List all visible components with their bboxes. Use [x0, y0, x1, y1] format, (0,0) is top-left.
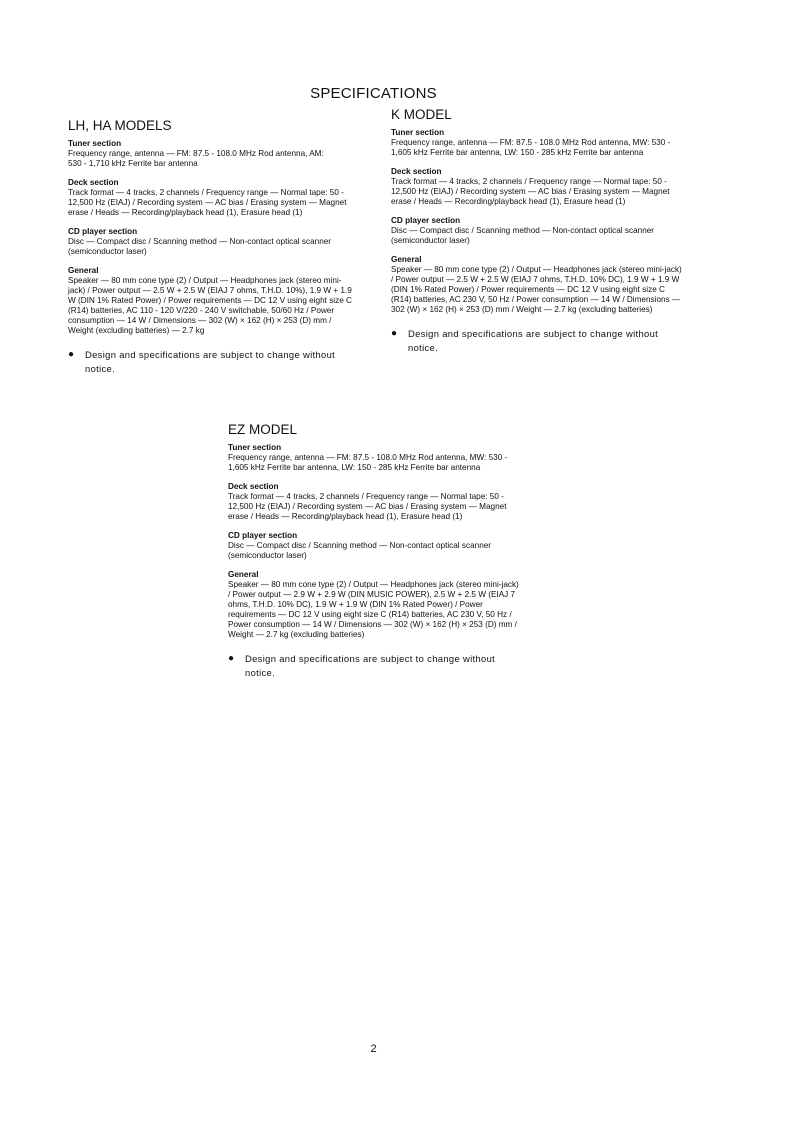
- spec-section-general: [68, 266, 368, 336]
- bullet-icon: ●: [391, 328, 398, 339]
- notice-text: Design and specifications are subject to change without notice.: [85, 349, 336, 374]
- section-body: Speaker — 80 mm cone type (2) / Output — Headphones jack (stereo mini-jack) / Power output — 2.5 W + 2.5 W (EIAJ 7 ohms, T.H.D. 10% DC), 1.9 W + 1.9 W (DIN 1% Rated Power) / Power requirements — DC 12 V using eight size C (R14) batteries, AC 230 V, 50 Hz / Power consumption — 14 W / Dimensions — 302 (W) × 162 (H) × 253 (D) mm / Weight — 2.7 kg (excluding batteries): [391, 265, 682, 314]
- model-title: EZ MODEL: [228, 422, 298, 437]
- section-body: Track format — 4 tracks, 2 channels / Frequency range — Normal tape: 50 - 12,500 Hz (EIAJ) / Recording system — AC bias / Erasing system — Magnet erase / Heads — Recording/playback head (1), Erasure head (1): [391, 177, 670, 206]
- section-title: Deck section: [68, 178, 119, 187]
- notice-text: Design and specifications are subject to change without notice.: [245, 653, 496, 678]
- page-title: SPECIFICATIONS: [310, 85, 437, 102]
- section-title: Tuner section: [228, 443, 282, 452]
- section-body: Frequency range, antenna — FM: 87.5 - 108.0 MHz Rod antenna, MW: 530 - 1,605 kHz Ferrite bar antenna, LW: 150 - 285 kHz Ferrite bar antenna: [228, 453, 508, 472]
- section-body: Frequency range, antenna — FM: 87.5 - 108.0 MHz Rod antenna, MW: 530 - 1,605 kHz Ferrite bar antenna, LW: 150 - 285 kHz Ferrite bar antenna: [391, 138, 671, 157]
- section-title: Deck section: [391, 167, 442, 176]
- section-title: General: [68, 266, 99, 275]
- model-block-k: [391, 107, 691, 355]
- spec-section-tuner: [228, 443, 528, 473]
- section-body: Frequency range, antenna — FM: 87.5 - 108.0 MHz Rod antenna, AM: 530 - 1,710 kHz Ferrite bar antenna: [68, 149, 324, 168]
- section-title: General: [228, 570, 259, 579]
- section-title: General: [391, 255, 422, 264]
- section-body: Disc — Compact disc / Scanning method — Non-contact optical scanner (semiconductor laser): [391, 226, 655, 245]
- section-title: Deck section: [228, 482, 279, 491]
- spec-section-tuner: [391, 128, 691, 158]
- model-block-lh-ha: [68, 118, 368, 376]
- change-notice: [68, 348, 368, 376]
- spec-section-cd-player: [68, 227, 368, 257]
- bullet-icon: ●: [68, 349, 75, 360]
- notice-text: Design and specifications are subject to change without notice.: [408, 328, 659, 353]
- model-title: LH, HA MODELS: [68, 118, 172, 133]
- section-body: Track format — 4 tracks, 2 channels / Frequency range — Normal tape: 50 - 12,500 Hz (EIAJ) / Recording system — AC bias / Erasing system — Magnet erase / Heads — Recording/playback head (1), Erasure head (1): [68, 188, 347, 217]
- change-notice: [228, 652, 528, 680]
- section-title: Tuner section: [391, 128, 445, 137]
- spec-section-cd-player: [391, 216, 691, 246]
- section-body: Speaker — 80 mm cone type (2) / Output — Headphones jack (stereo mini-jack) / Power output — 2.5 W + 2.5 W (EIAJ 7 ohms, T.H.D. 10%), 1.9 W + 1.9 W (DIN 1% Rated Power) / Power requirements — DC 12 V using eight size C (R14) batteries, AC 110 - 120 V/220 - 240 V switchable, 50/60 Hz / Power consumption — 14 W / Dimensions — 302 (W) × 162 (H) × 253 (D) mm / Weight (excluding batteries) — 2.7 kg: [68, 276, 352, 335]
- spec-section-general: [391, 255, 691, 315]
- section-title: Tuner section: [68, 139, 122, 148]
- model-block-ez: [228, 422, 528, 680]
- section-title: CD player section: [391, 216, 461, 225]
- spec-section-cd-player: [228, 531, 528, 561]
- section-title: CD player section: [228, 531, 298, 540]
- change-notice: [391, 327, 691, 355]
- section-body: Disc — Compact disc / Scanning method — Non-contact optical scanner (semiconductor laser): [68, 237, 332, 256]
- section-body: Track format — 4 tracks, 2 channels / Frequency range — Normal tape: 50 - 12,500 Hz (EIAJ) / Recording system — AC bias / Erasing system — Magnet erase / Heads — Recording/playback head (1), Erasure head (1): [228, 492, 507, 521]
- model-title: K MODEL: [391, 107, 452, 122]
- spec-section-deck: [228, 482, 528, 522]
- spec-section-general: [228, 570, 528, 640]
- spec-section-tuner: [68, 139, 368, 169]
- section-body: Speaker — 80 mm cone type (2) / Output — Headphones jack (stereo mini-jack) / Power output — 2.9 W + 2.9 W (DIN MUSIC POWER), 2.5 W + 2.5 W (EIAJ 7 ohms, T.H.D. 10% DC), 1.9 W + 1.9 W (DIN 1% Rated Power) / Power requirements — DC 12 V using eight size C (R14) batteries, AC 230 V, 50 Hz / Power consumption — 14 W / Dimensions — 302 (W) × 162 (H) × 253 (D) mm / Weight — 2.7 kg (excluding batteries): [228, 580, 519, 639]
- section-body: Disc — Compact disc / Scanning method — Non-contact optical scanner (semiconductor laser): [228, 541, 492, 560]
- spec-section-deck: [391, 167, 691, 207]
- spec-section-deck: [68, 178, 368, 218]
- page-number: 2: [370, 1043, 377, 1055]
- section-title: CD player section: [68, 227, 138, 236]
- bullet-icon: ●: [228, 653, 235, 664]
